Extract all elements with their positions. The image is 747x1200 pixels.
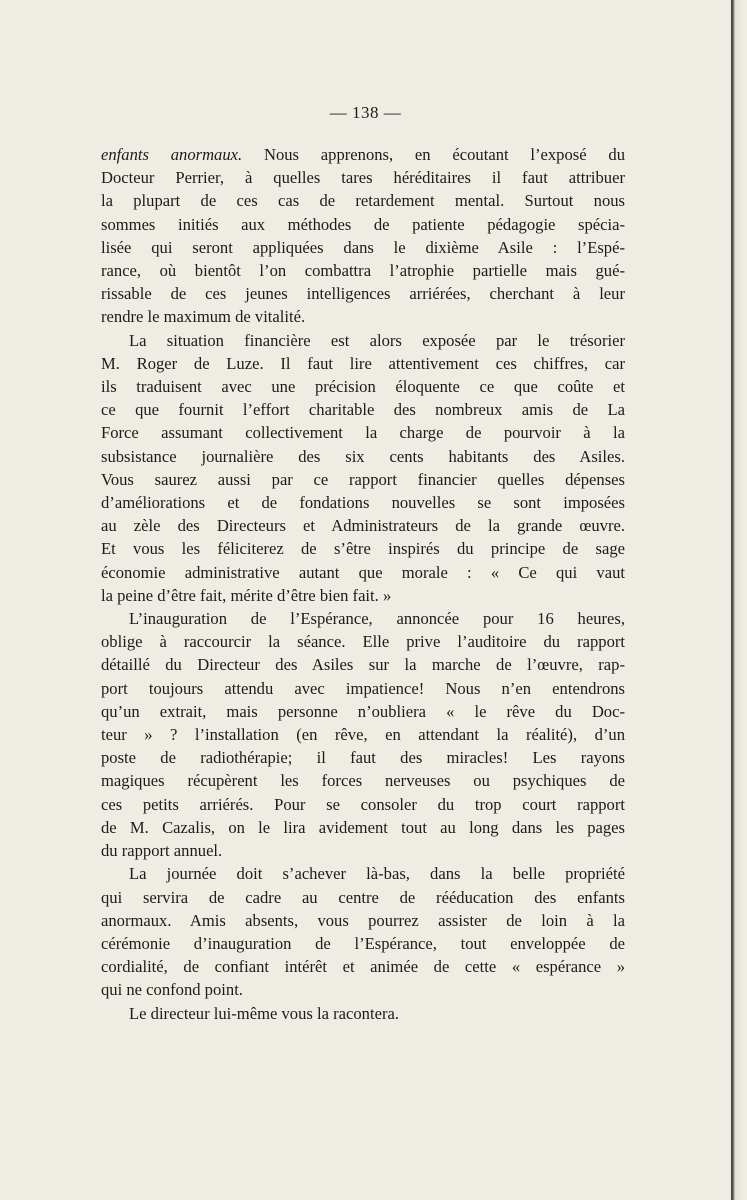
text-line: magiques récupèrent les forces nerveuses ou psychiques de bbox=[101, 771, 625, 791]
body-text bbox=[101, 143, 625, 1025]
text-line: la peine d’être fait, mérite d’être bien fait. » bbox=[101, 585, 392, 605]
text-line: La journée doit s’achever là-bas, dans la belle propriété bbox=[129, 864, 625, 884]
text-line: poste de radiothérapie; il faut des miracles! Les rayons bbox=[101, 748, 625, 768]
text-line: Docteur Perrier, à quelles tares héréditaires il faut attribuer bbox=[101, 168, 625, 188]
italic-phrase: enfants anormaux. bbox=[101, 145, 243, 164]
text-line: rance, où bientôt l’on combattra l’atrophie partielle mais gué- bbox=[101, 261, 625, 281]
text-line: subsistance journalière des six cents habitants des Asiles. bbox=[101, 446, 625, 466]
text-line: La situation financière est alors exposée par le trésorier bbox=[129, 330, 625, 350]
text-line: rissable de ces jeunes intelligences arriérées, cherchant à leur bbox=[101, 284, 625, 304]
text-line: d’améliorations et de fondations nouvelles se sont imposées bbox=[101, 493, 625, 513]
text-line: cérémonie d’inauguration de l’Espérance, tout enveloppée de bbox=[101, 933, 625, 953]
text-line: la plupart de ces cas de retardement mental. Surtout nous bbox=[101, 191, 625, 211]
text-line: teur » ? l’installation (en rêve, en attendant la réalité), d’un bbox=[101, 725, 625, 745]
text-line: du rapport annuel. bbox=[101, 841, 223, 861]
text-line: qui ne confond point. bbox=[101, 980, 243, 1000]
text-line: ils traduisent avec une précision éloquente ce que coûte et bbox=[101, 377, 625, 397]
text-line: qui servira de cadre au centre de rééducation des enfants bbox=[101, 887, 625, 907]
text-line: lisée qui seront appliquées dans le dixième Asile : l’Espé- bbox=[101, 237, 625, 257]
text-line: L’inauguration de l’Espérance, annoncée pour 16 heures, bbox=[129, 609, 625, 629]
text-line: Force assumant collectivement la charge de pourvoir à la bbox=[101, 423, 625, 443]
text-line: qu’un extrait, mais personne n’oubliera « le rêve du Doc- bbox=[101, 701, 625, 721]
text-line: port toujours attendu avec impatience! Nous n’en entendrons bbox=[101, 678, 625, 698]
book-spine-edge bbox=[731, 0, 747, 1200]
text-line: économie administrative autant que morale : « Ce qui vaut bbox=[101, 562, 625, 582]
text-line: de M. Cazalis, on le lira avidement tout au long dans les pages bbox=[101, 817, 625, 837]
page-number: — 138 — bbox=[329, 103, 402, 122]
text-line: enfants anormaux. Nous apprenons, en écoutant l’exposé du bbox=[101, 145, 625, 164]
text-line: oblige à raccourcir la séance. Elle prive l’auditoire du rapport bbox=[101, 632, 625, 652]
text-line: cordialité, de confiant intérêt et animée de cette « espérance » bbox=[101, 957, 625, 977]
text-line: sommes initiés aux méthodes de patiente pédagogie spécia- bbox=[101, 214, 625, 234]
text-line: au zèle des Directeurs et Administrateurs de la grande œuvre. bbox=[101, 516, 625, 536]
text-line: Le directeur lui-même vous la racontera. bbox=[129, 1003, 399, 1023]
text-line: Et vous les féliciterez de s’être inspirés du principe de sage bbox=[101, 539, 625, 559]
text-line: ces petits arriérés. Pour se consoler du trop court rapport bbox=[101, 794, 625, 814]
text-line: détaillé du Directeur des Asiles sur la marche de l’œuvre, rap- bbox=[101, 655, 625, 675]
text-line: rendre le maximum de vitalité. bbox=[101, 307, 306, 327]
text-line: M. Roger de Luze. Il faut lire attentivement ces chiffres, car bbox=[101, 353, 625, 373]
text-line: Vous saurez aussi par ce rapport financier quelles dépenses bbox=[101, 469, 625, 489]
text-line: ce que fournit l’effort charitable des nombreux amis de La bbox=[101, 400, 625, 420]
text-line: anormaux. Amis absents, vous pourrez assister de loin à la bbox=[101, 910, 625, 930]
